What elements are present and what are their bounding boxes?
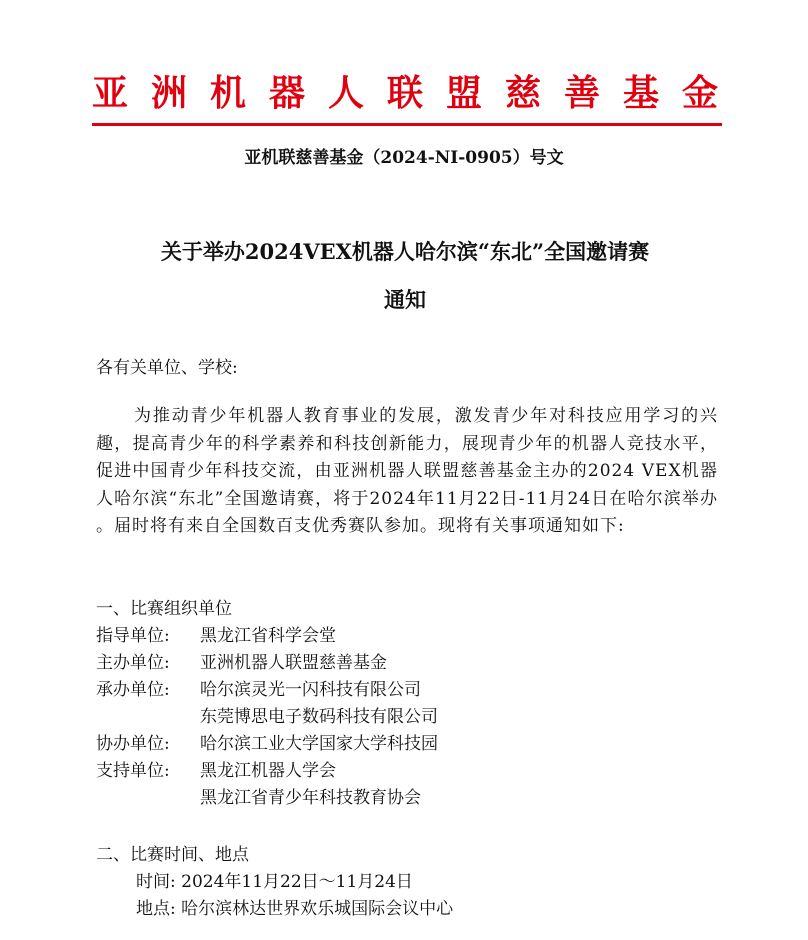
org-value: 黑龙江机器人学会 [200, 761, 336, 781]
body-paragraph: 为推动青少年机器人教育事业的发展，激发青少年对科技应用学习的兴趣，提高青少年的科学素养和科技创新能力，展现青少年的机器人竞技水平，促进中国青少年科技交流，由亚洲机器人联盟慈善基金主办的2024 VEX机器人哈尔滨“东北”全国邀请赛，将于2024年11月22日-11月24日在哈尔滨举办 。届时将有来自全国数百支优秀赛队参加。现将有关事项通知如下: [96, 406, 718, 536]
org-row-support [96, 758, 438, 785]
org-label: 支持单位: [96, 761, 170, 781]
org-label: 承办单位: [96, 680, 170, 700]
time-row [96, 869, 453, 896]
org-label: 主办单位: [96, 653, 170, 673]
section-heading: 一、比赛组织单位 [96, 599, 232, 619]
notice-title-line-1: 关于举办2024VEX机器人哈尔滨“东北”全国邀请赛 [160, 239, 650, 264]
notice-title [60, 228, 750, 324]
org-row-coorganizer [96, 731, 438, 758]
org-row-host [96, 650, 438, 677]
org-row-guide [96, 623, 438, 650]
org-label: 指导单位: [96, 626, 170, 646]
section-organizers [96, 596, 438, 812]
salutation: 各有关单位、学校: [96, 358, 238, 378]
org-value: 亚洲机器人联盟慈善基金 [200, 653, 387, 673]
section-heading: 二、比赛时间、地点 [96, 845, 249, 865]
red-divider-line [92, 123, 722, 126]
org-row-organizer-continued: 东莞博思电子数码科技有限公司 [200, 707, 438, 727]
place-row [96, 896, 453, 923]
section-time-place [96, 842, 453, 923]
organization-header-title: 亚 洲 机 器 人 联 盟 慈 善 基 金 [92, 73, 722, 114]
org-label: 协办单位: [96, 734, 170, 754]
time-label: 时间: [136, 872, 176, 892]
place-value: 哈尔滨林达世界欢乐城国际会议中心 [181, 899, 454, 919]
org-value: 哈尔滨工业大学国家大学科技园 [200, 734, 438, 754]
time-value: 2024年11月22日～11月24日 [181, 872, 413, 892]
org-row-organizer [96, 677, 438, 704]
document-number: 亚机联慈善基金（2024-NI-0905）号文 [244, 148, 564, 168]
org-value: 黑龙江省科学会堂 [200, 626, 336, 646]
org-row-support-continued: 黑龙江省青少年科技教育协会 [200, 788, 421, 808]
notice-title-line-2: 通知 [384, 287, 426, 312]
place-label: 地点: [136, 899, 176, 919]
org-value: 哈尔滨灵光一闪科技有限公司 [200, 680, 421, 700]
